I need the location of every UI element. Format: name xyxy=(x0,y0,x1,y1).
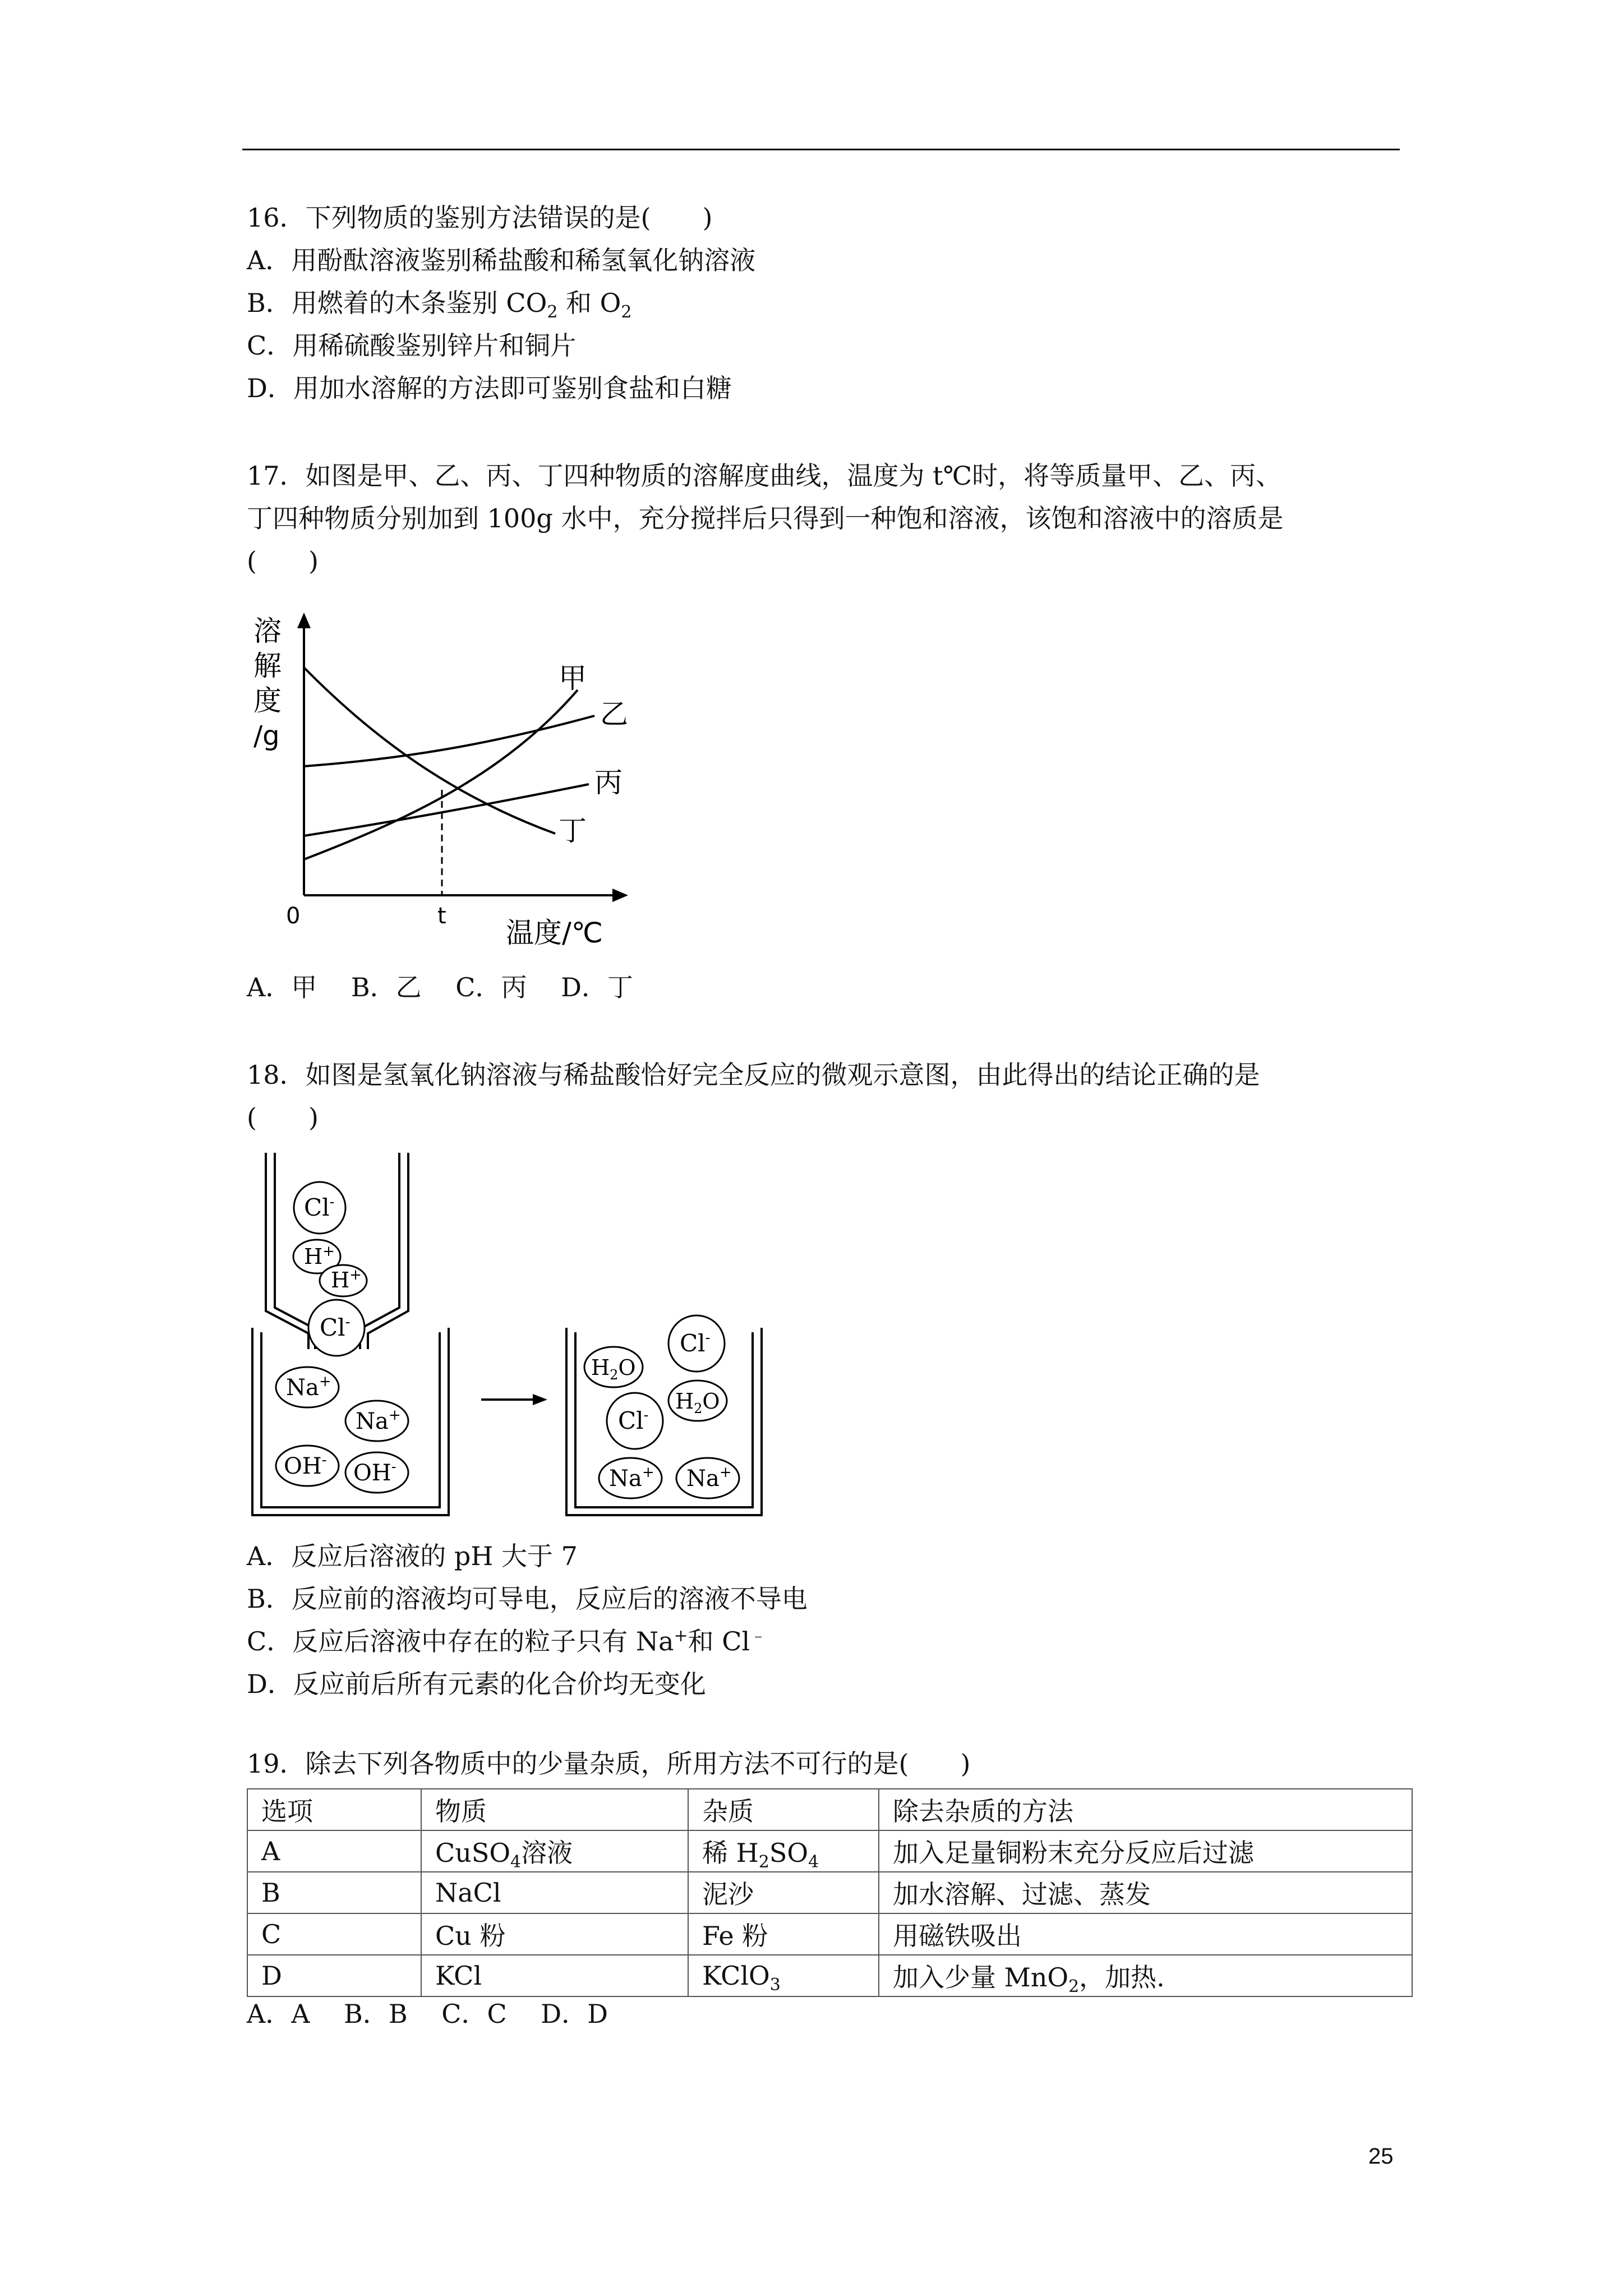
table-header-row xyxy=(247,1789,1412,1830)
ion-na-3-label: Na+ xyxy=(609,1464,654,1492)
q18-option-c: C．反应后溶液中存在的粒子只有 Na+和 Cl﹣ xyxy=(247,1626,767,1657)
ion-cl-4-label: Cl- xyxy=(618,1407,649,1434)
table-header-cell: 除去杂质的方法 xyxy=(879,1789,1412,1830)
q18-stem-line1: 18．如图是氢氧化钠溶液与稀盐酸恰好完全反应的微观示意图，由此得出的结论正确的是 xyxy=(247,1060,1260,1090)
curve-bing xyxy=(304,784,589,836)
table-cell-option: D xyxy=(247,1955,421,1996)
table-cell-substance: Cu 粉 xyxy=(421,1913,688,1955)
q17-options: A．甲 B．乙 C．丙 D．丁 xyxy=(247,972,633,1002)
page-number: 25 xyxy=(1368,2144,1394,2169)
table-cell-option: A xyxy=(247,1830,421,1872)
q19-stem: 19．除去下列各物质中的少量杂质，所用方法不可行的是( ) xyxy=(247,1749,971,1779)
table-cell-method: 用磁铁吸出 xyxy=(879,1913,1412,1955)
ion-cl-3-label: Cl- xyxy=(680,1329,711,1357)
curve-label-ding: 丁 xyxy=(559,815,587,847)
q16-option-a: A．用酚酞溶液鉴别稀盐酸和稀氢氧化钠溶液 xyxy=(247,245,756,275)
q19-options: A．A B．B C．C D．D xyxy=(247,1999,608,2029)
table-cell-option: C xyxy=(247,1913,421,1955)
ion-cl-2-label: Cl- xyxy=(320,1314,351,1341)
solubility-graph xyxy=(241,606,690,965)
table-row xyxy=(247,1913,1412,1955)
table-cell-impurity: 泥沙 xyxy=(688,1872,879,1913)
ion-na-2-label: Na+ xyxy=(356,1407,401,1434)
ion-oh-2-label: OH- xyxy=(353,1458,396,1486)
table-cell-impurity: KClO$_3$ xyxy=(688,1955,879,1996)
y-axis-arrow-icon xyxy=(297,613,311,628)
y-label-unit: /g xyxy=(253,720,280,752)
table-header-cell: 物质 xyxy=(421,1789,688,1830)
ion-cl-1-label: Cl- xyxy=(304,1194,335,1221)
q16-option-d: D．用加水溶解的方法即可鉴别食盐和白糖 xyxy=(247,373,732,403)
y-label-char-3: 度 xyxy=(253,684,282,717)
table-cell-impurity: Fe 粉 xyxy=(688,1913,879,1955)
x-label: 温度/℃ xyxy=(506,917,603,949)
table-row xyxy=(247,1955,1412,1996)
q18-option-d: D．反应前后所有元素的化合价均无变化 xyxy=(247,1669,706,1699)
molecule-h2o-2-label: $H_2O$ xyxy=(675,1389,720,1416)
ion-h-2-label: H+ xyxy=(331,1267,362,1292)
x-axis-arrow-icon xyxy=(612,889,628,902)
ion-na-1-label: Na+ xyxy=(286,1373,331,1401)
table-cell-method: 加水溶解、过滤、蒸发 xyxy=(879,1872,1412,1913)
q18-option-a: A．反应后溶液的 pH 大于 7 xyxy=(247,1541,578,1571)
q18-stem-line2: ( ) xyxy=(247,1102,319,1133)
molecule-h2o-1-label: $H_2O$ xyxy=(591,1355,636,1383)
table-cell-method: 加入少量 MnO$_2$，加热. xyxy=(879,1955,1412,1996)
curve-jia xyxy=(304,690,578,859)
q19-table xyxy=(247,1788,1413,1997)
table-cell-method: 加入足量铜粉末充分反应后过滤 xyxy=(879,1830,1412,1872)
y-label-char-1: 溶 xyxy=(253,615,282,647)
ion-na-4-label: Na+ xyxy=(686,1464,732,1492)
y-label-char-2: 解 xyxy=(253,650,282,682)
ion-h-1-label: H+ xyxy=(304,1243,335,1269)
q16-stem: 16．下列物质的鉴别方法错误的是( ) xyxy=(247,203,713,233)
q16-option-c: C．用稀硫酸鉴别锌片和铜片 xyxy=(247,330,577,361)
arrow-icon xyxy=(533,1394,547,1405)
table-row xyxy=(247,1872,1412,1913)
reaction-diagram xyxy=(241,1153,774,1523)
header-rule xyxy=(242,149,1400,150)
curve-ding xyxy=(304,668,555,834)
table-row xyxy=(247,1830,1412,1872)
table-cell-substance: NaCl xyxy=(421,1872,688,1913)
table-cell-impurity: 稀 $H_2SO_4$ xyxy=(688,1830,879,1872)
curve-label-bing: 丙 xyxy=(594,766,623,799)
q17-stem-line1: 17．如图是甲、乙、丙、丁四种物质的溶解度曲线，温度为 t℃时，将等质量甲、乙、丙、 xyxy=(247,461,1282,491)
table-cell-substance: CuSO$_4$溶液 xyxy=(421,1830,688,1872)
table-header-cell: 杂质 xyxy=(688,1789,879,1830)
q17-stem-line3: ( ) xyxy=(247,546,319,576)
curve-label-yi: 乙 xyxy=(600,698,628,730)
table-header-cell: 选项 xyxy=(247,1789,421,1830)
ion-oh-1-label: OH- xyxy=(284,1452,327,1479)
q18-option-b: B．反应前的溶液均可导电，反应后的溶液不导电 xyxy=(247,1584,808,1614)
origin-label: 0 xyxy=(286,903,301,929)
q17-stem-line2: 丁四种物质分别加到 100g 水中，充分搅拌后只得到一种饱和溶液，该饱和溶液中的溶质是 xyxy=(247,503,1284,533)
table-cell-substance: KCl xyxy=(421,1955,688,1996)
curve-label-jia: 甲 xyxy=(559,662,587,694)
curve-yi xyxy=(304,716,594,766)
table-cell-option: B xyxy=(247,1872,421,1913)
t-label: t xyxy=(437,903,446,929)
q16-option-b: B．用燃着的木条鉴别 $CO_2$ 和 $O_2$ xyxy=(247,288,632,323)
